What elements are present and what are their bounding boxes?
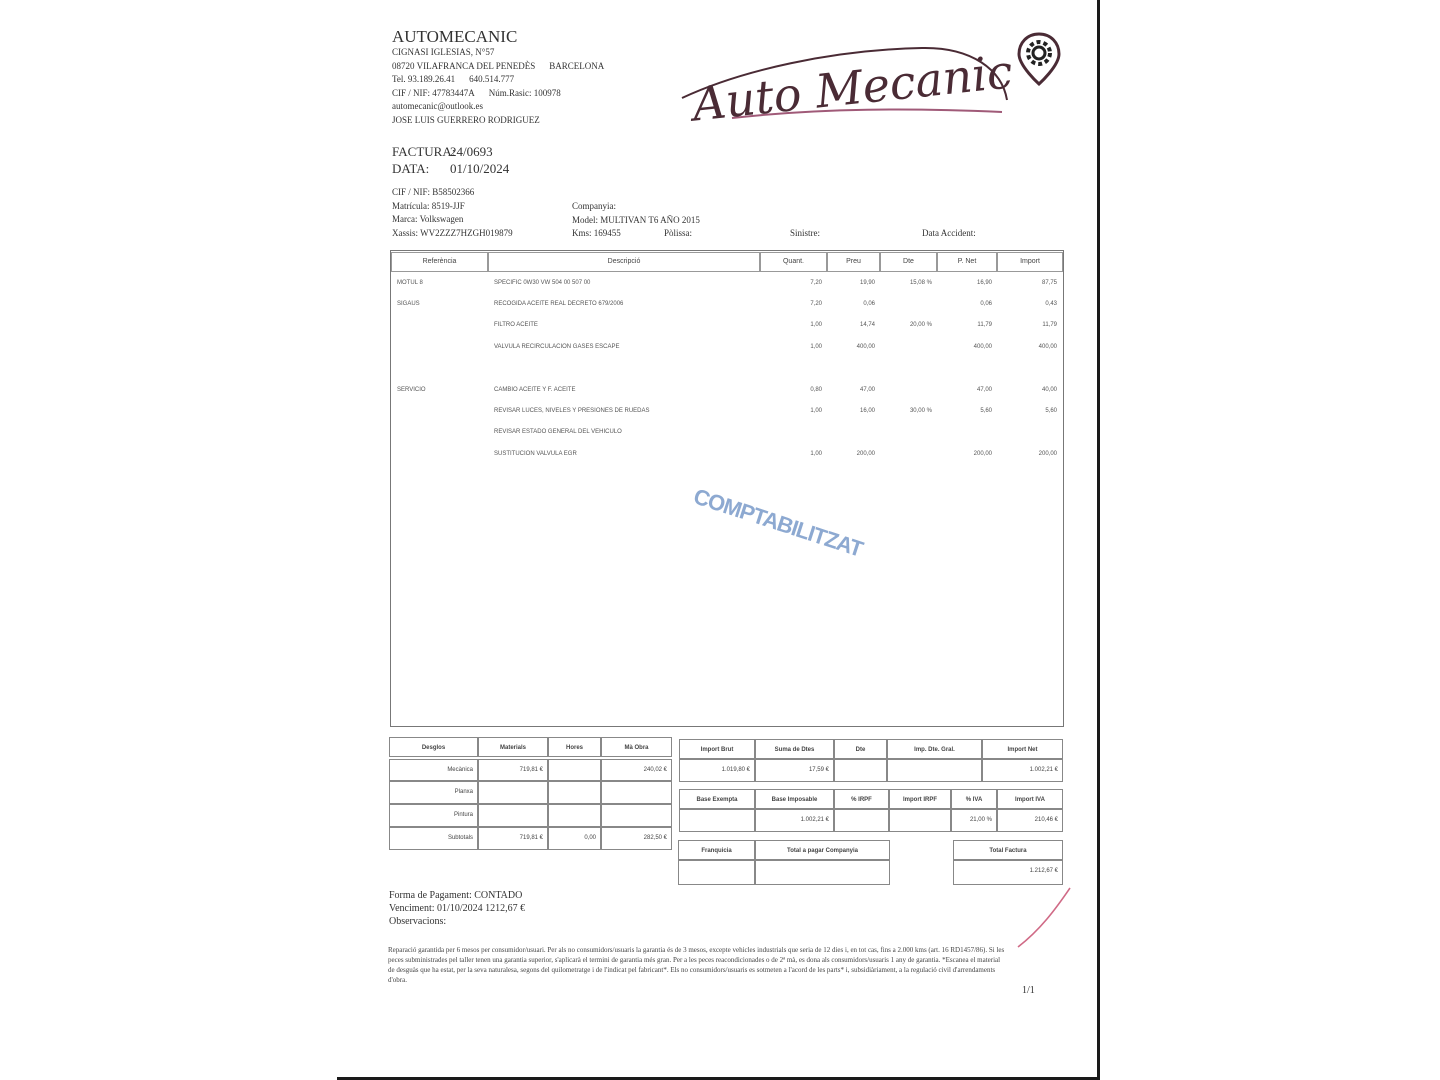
- line-item-amount: 11,79: [1042, 322, 1057, 328]
- line-item-dte: 15,08 %: [909, 280, 932, 286]
- totals-header-net: Import Net: [982, 739, 1063, 759]
- line-item-qty: 7,20: [810, 301, 822, 307]
- line-item-net: 0,06: [980, 301, 992, 307]
- col-header-price: Preu: [827, 252, 880, 272]
- totals-header-discounts: Suma de Dtes: [755, 739, 834, 759]
- summary-labour-paint: [601, 804, 672, 827]
- payment-info: [389, 889, 525, 928]
- vehicle-info: [392, 186, 513, 240]
- svg-text:Auto Mecanic: Auto Mecanic: [689, 44, 1016, 125]
- accounted-stamp: COMPTABILITZAT: [690, 483, 866, 562]
- col-header-discount: Dte: [880, 252, 937, 272]
- policy-label: Pòlissa:: [664, 228, 693, 238]
- tax-header-taxable: Base Imposable: [755, 789, 834, 809]
- company-owner: JOSE LUIS GUERRERO RODRIGUEZ: [392, 114, 540, 125]
- company-city-line: 08720 VILAFRANCA DEL PENEDÈS BARCELONA: [392, 60, 605, 71]
- summary-label-bodywork: Planxa: [389, 781, 478, 804]
- company-email: automecanic@outlook.es: [392, 101, 484, 111]
- totals-header-general-discount: Imp. Dte. Gral.: [887, 739, 982, 759]
- vehicle-brand: Marca: Volkswagen: [392, 214, 464, 224]
- line-item-ref: MOTUL 8: [397, 280, 423, 286]
- summary-labour-bodywork: [601, 781, 672, 804]
- line-item-desc: CAMBIO ACEITE Y F. ACEITE: [494, 387, 576, 393]
- tax-taxable-value: 1.002,21 €: [755, 809, 834, 832]
- summary-materials-bodywork: [478, 781, 548, 804]
- line-item-dte: 20,00 %: [909, 322, 932, 328]
- invoice-number: FACTURA:24/0693: [392, 144, 493, 159]
- line-item-dte: 30,00 %: [909, 408, 932, 414]
- line-item-ref: SERVICIO: [397, 387, 426, 393]
- gear-location-pin-icon: [1019, 34, 1059, 84]
- summary-labour-subtotal: 282,50 €: [601, 827, 672, 850]
- line-item-qty: 1,00: [810, 344, 822, 350]
- summary-materials-subtotal: 719,81 €: [478, 827, 548, 850]
- line-item-qty: 1,00: [810, 451, 822, 457]
- tax-header-iva-pct: % IVA: [951, 789, 997, 809]
- summary-hours-mechanics: [548, 759, 601, 781]
- line-item-desc: REVISAR ESTADO GENERAL DEL VEHICULO: [494, 429, 622, 435]
- totals-discounts-value: 17,59 €: [755, 759, 834, 782]
- line-item-amount: 0,43: [1045, 301, 1057, 307]
- observations: Observacions:: [389, 916, 447, 927]
- summary-header-breakdown: Desglos: [389, 737, 478, 757]
- tax-header-iva: Import IVA: [997, 789, 1063, 809]
- line-item-price: 16,00: [859, 408, 875, 414]
- line-item-price: 0,06: [863, 301, 875, 307]
- line-item-desc: FILTRO ACEITE: [494, 322, 538, 328]
- line-item-price: 19,90: [859, 280, 875, 286]
- line-item-price: 200,00: [856, 451, 875, 457]
- line-item-qty: 0,80: [810, 387, 822, 393]
- col-header-ref: Referència: [391, 252, 488, 272]
- line-item-price: 400,00: [856, 344, 875, 350]
- line-item-amount: 200,00: [1038, 451, 1057, 457]
- line-item-amount: 87,75: [1041, 280, 1057, 286]
- summary-label-mechanics: Mecànica: [389, 759, 478, 781]
- vehicle-model: Model: MULTIVAN T6 AÑO 2015: [572, 214, 700, 225]
- company-name: AUTOMECANIC: [392, 27, 518, 46]
- vehicle-chassis: Xassis: WV2ZZZ7HZGH019879: [392, 227, 513, 238]
- line-item-net: 5,60: [980, 408, 992, 414]
- invoice-total-value: 1.212,67 €: [953, 860, 1063, 885]
- line-item-qty: 1,00: [810, 408, 822, 414]
- claim-label: Sinistre:: [790, 228, 821, 238]
- invoice-info: [392, 143, 509, 177]
- totals-net-value: 1.002,21 €: [982, 759, 1063, 782]
- signature-mark: [1010, 885, 1080, 955]
- col-header-desc: Descripció: [488, 252, 760, 272]
- totals-general-discount-value: [887, 759, 982, 782]
- line-item-price: 47,00: [859, 387, 875, 393]
- line-item-desc: REVISAR LUCES, NIVELES Y PRESIONES DE RUEDAS: [494, 408, 650, 414]
- totals-header-gross: Import Brut: [679, 739, 755, 759]
- vehicle-plate: Matrícula: 8519-JJF: [392, 200, 465, 211]
- col-header-qty: Quant.: [760, 252, 827, 272]
- summary-header-hours: Hores: [548, 737, 601, 757]
- invoice-total-header: Total Factura: [953, 840, 1063, 860]
- totals-gross-value: 1.019,80 €: [679, 759, 755, 782]
- line-item-price: 14,74: [859, 322, 875, 328]
- line-item-desc: RECOGIDA ACEITE REAL DECRETO 679/2006: [494, 301, 624, 307]
- line-item-desc: VALVULA RECIRCULACION GASES ESCAPE: [494, 344, 620, 350]
- summary-materials-paint: [478, 804, 548, 827]
- line-item-net: 200,00: [973, 451, 992, 457]
- company-ids: CIF / NIF: 47783447A Núm.Rasic: 100978: [392, 87, 561, 98]
- line-item-net: 11,79: [977, 322, 992, 328]
- tax-exempt-value: [679, 809, 755, 832]
- tax-header-exempt: Base Exempta: [679, 789, 755, 809]
- summary-hours-paint: [548, 804, 601, 827]
- payment-method: Forma de Pagament: CONTADO: [389, 890, 523, 901]
- tax-iva-pct-value: 21,00 %: [951, 809, 997, 832]
- tax-irpf-value: [889, 809, 951, 832]
- summary-label-subtotals: Subtotals: [389, 827, 478, 850]
- summary-header-materials: Materials: [478, 737, 548, 757]
- company-address: CIGNASI IGLESIAS, N°57: [392, 47, 495, 57]
- line-item-net: 16,90: [976, 280, 992, 286]
- totals-header-discount: Dte: [834, 739, 887, 759]
- col-header-amount: Import: [997, 252, 1063, 272]
- line-item-amount: 400,00: [1038, 344, 1057, 350]
- line-item-amount: 40,00: [1041, 387, 1057, 393]
- company-phones: Tel. 93.189.26.41 640.514.777: [392, 74, 515, 84]
- line-item-desc: SPECIFIC 0W30 VW 504 00 507 00: [494, 280, 591, 286]
- vehicle-kms: Kms: 169455: [572, 228, 621, 238]
- summary-labour-mechanics: 240,02 €: [601, 759, 672, 781]
- deductible-value: [678, 860, 755, 885]
- insurance-company: Companyia:: [572, 201, 616, 211]
- line-item-amount: 5,60: [1045, 408, 1057, 414]
- summary-label-paint: Pintura: [389, 804, 478, 827]
- payment-due: Venciment: 01/10/2024 1212,67 €: [389, 903, 526, 914]
- summary-header-labour: Mà Obra: [601, 737, 672, 757]
- logo-graphic: [672, 30, 1072, 125]
- line-item-net: 400,00: [973, 344, 992, 350]
- summary-hours-subtotal: 0,00: [548, 827, 601, 850]
- totals-discount-value: [834, 759, 887, 782]
- page-number: 1/1: [1022, 985, 1035, 996]
- insurer-total-value: [755, 860, 890, 885]
- insurer-total-header: Total a pagar Companyia: [755, 840, 890, 860]
- brand-logo: [672, 30, 1072, 125]
- accident-date-label: Data Accident:: [922, 228, 976, 238]
- tax-header-irpf-pct: % IRPF: [834, 789, 889, 809]
- tax-iva-value: 210,46 €: [997, 809, 1063, 832]
- summary-materials-mechanics: 719,81 €: [478, 759, 548, 781]
- line-item-qty: 1,00: [810, 322, 822, 328]
- tax-header-irpf: Import IRPF: [889, 789, 951, 809]
- summary-hours-bodywork: [548, 781, 601, 804]
- client-cif: CIF / NIF: B58502366: [392, 187, 475, 197]
- legal-notice: Reparació garantida per 6 mesos per consumidor/usuari. Per als no consumidors/usuaris la garantia és de 3 mesos, excepte vehicles industrials que seria de 12 dies i, en tot cas, fins a 2.000 kms (art. 16 RD1457/86). Si les peces subministrades pel taller tenen una garantia superior, s'aplicarà el termini de garantia més gran. Per a les peces reacondicionades o de 2ª mà, es dona als consumidors/usuaris 1 any de garantia. *Escanea el material de desguàs que ha estat, per la seva naturalesa, segons del quilometratge i de l'indicat pel fabricant*. Els no consumidors/usuaris es sotmeten a l'acord de les parts* i, subsidiàriament, a la regulació civil d'arrendaments d'obra.: [388, 946, 1005, 984]
- line-item-desc: SUSTITUCION VALVULA EGR: [494, 451, 577, 457]
- tax-irpf-pct-value: [834, 809, 889, 832]
- company-header: [392, 28, 604, 127]
- deductible-header: Franquicia: [678, 840, 755, 860]
- line-item-qty: 7,20: [810, 280, 822, 286]
- col-header-net: P. Net: [937, 252, 997, 272]
- line-item-ref: SIGAUS: [397, 301, 420, 307]
- invoice-date: DATA: 01/10/2024: [392, 161, 510, 176]
- line-item-net: 47,00: [976, 387, 992, 393]
